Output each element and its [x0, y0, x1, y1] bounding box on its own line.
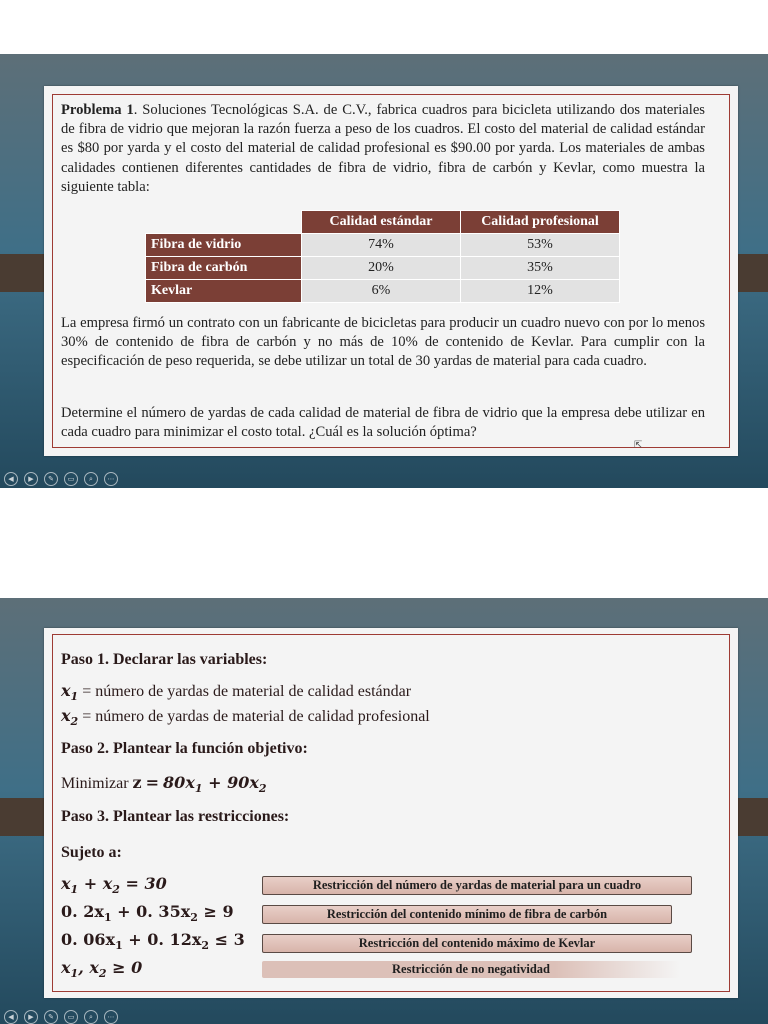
- constraint-2: 0. $2x_1 + 0$. $35x_2 \ge 9$: [61, 902, 234, 925]
- table-cell: 74%: [302, 234, 461, 257]
- slide-1-card: [44, 86, 738, 456]
- zoom-icon[interactable]: ⌕: [84, 472, 98, 486]
- slide-2: [0, 598, 768, 1024]
- step-2-heading: Paso 2. Plantear la función objetivo:: [61, 740, 308, 757]
- presentation-controls: [4, 1010, 118, 1024]
- problem-intro: . Soluciones Tecnológicas S.A. de C.V., fabrica cuadros para bicicleta utilizando dos materiales de fibra de vidrio que mejoran la razón fuerza a peso de los cuadros. El costo del material de calidad estándar es $80 por yarda y el costo del material de calidad profesional es $90.00 por yarda. Los materiales de ambas calidades contienen diferentes cantidades de fibra de vidrio, fibra de carbón y Kevlar, como muestra la siguiente tabla:: [61, 102, 705, 195]
- variable-x1-desc: = número de yardas de material de calidad estándar: [82, 683, 412, 700]
- table-corner: [146, 211, 302, 234]
- restriction-label-1: Restricción del número de yardas de material para un cuadro: [262, 876, 692, 895]
- table-row-label: Fibra de carbón: [146, 257, 302, 280]
- more-icon[interactable]: ⋯: [104, 472, 118, 486]
- restriction-label-3: Restricción del contenido máximo de Kevlar: [262, 934, 692, 953]
- subject-to-label: Sujeto a:: [61, 844, 122, 861]
- table-cell: 12%: [461, 280, 620, 303]
- constraint-3: 0. $06x_1 + 0$. $12x_2 \le 3$: [61, 930, 245, 953]
- contract-paragraph: La empresa firmó un contrato con un fabricante de bicicletas para producir un cuadro nuevo con por lo menos 30% de contenido de fibra de carbón y no más de 10% de contenido de Kevlar. Para cumplir con la especificación de peso requerida, se debe utilizar un total de 30 yardas de material para cada cuadro.: [61, 315, 705, 370]
- table-cell: 20%: [302, 257, 461, 280]
- step-3-heading: Paso 3. Plantear las restricciones:: [61, 808, 290, 825]
- more-icon[interactable]: ⋯: [104, 1010, 118, 1024]
- table-header-pro: Calidad profesional: [461, 211, 620, 234]
- constraint-1: $x_1 + x_2 = 30$: [61, 874, 167, 897]
- pen-icon[interactable]: ✎: [44, 472, 58, 486]
- minimize-label: Minimizar: [61, 775, 129, 792]
- zoom-icon[interactable]: ⌕: [84, 1010, 98, 1024]
- table-cell: 6%: [302, 280, 461, 303]
- pen-icon[interactable]: ✎: [44, 1010, 58, 1024]
- slides-icon[interactable]: ▭: [64, 472, 78, 486]
- table-header-row: [146, 211, 620, 234]
- constraint-4: $x_1$, $x_2 \ge 0$: [61, 958, 143, 981]
- presentation-controls: [4, 472, 118, 486]
- restriction-label-2: Restricción del contenido mínimo de fibra de carbón: [262, 905, 672, 924]
- table-row-label: Kevlar: [146, 280, 302, 303]
- problem-statement: [61, 101, 705, 197]
- slide-side-tab-left: [0, 254, 46, 292]
- objective-function: Minimizar $z = 80x_1 + 90x_2$: [61, 773, 267, 796]
- previous-icon[interactable]: ◀: [4, 472, 18, 486]
- mouse-cursor-icon: ⇱: [634, 440, 643, 451]
- slides-icon[interactable]: ▭: [64, 1010, 78, 1024]
- slide-1: [0, 54, 768, 488]
- step-1-heading: Paso 1. Declarar las variables:: [61, 651, 268, 668]
- table-row: [146, 257, 620, 280]
- table-row-label: Fibra de vidrio: [146, 234, 302, 257]
- problem-title: Problema 1: [61, 102, 134, 118]
- next-icon[interactable]: ▶: [24, 472, 38, 486]
- table-cell: 53%: [461, 234, 620, 257]
- restriction-label-4: Restricción de no negatividad: [262, 961, 680, 978]
- variable-x1: $x_1$ = número de yardas de material de calidad estándar: [61, 681, 412, 704]
- table-header-std: Calidad estándar: [302, 211, 461, 234]
- slide-side-tab-left: [0, 798, 46, 836]
- composition-table: [145, 210, 620, 303]
- next-icon[interactable]: ▶: [24, 1010, 38, 1024]
- previous-icon[interactable]: ◀: [4, 1010, 18, 1024]
- question-paragraph: Determine el número de yardas de cada calidad de material de fibra de vidrio que la empresa debe utilizar en cada cuadro para minimizar el costo total. ¿Cuál es la solución óptima?: [61, 405, 705, 441]
- table-cell: 35%: [461, 257, 620, 280]
- variable-x2: $x_2$ = número de yardas de material de calidad profesional: [61, 706, 430, 729]
- variable-x2-desc: = número de yardas de material de calidad profesional: [82, 708, 430, 725]
- table-row: [146, 234, 620, 257]
- table-row: [146, 280, 620, 303]
- slide-2-card: [44, 628, 738, 998]
